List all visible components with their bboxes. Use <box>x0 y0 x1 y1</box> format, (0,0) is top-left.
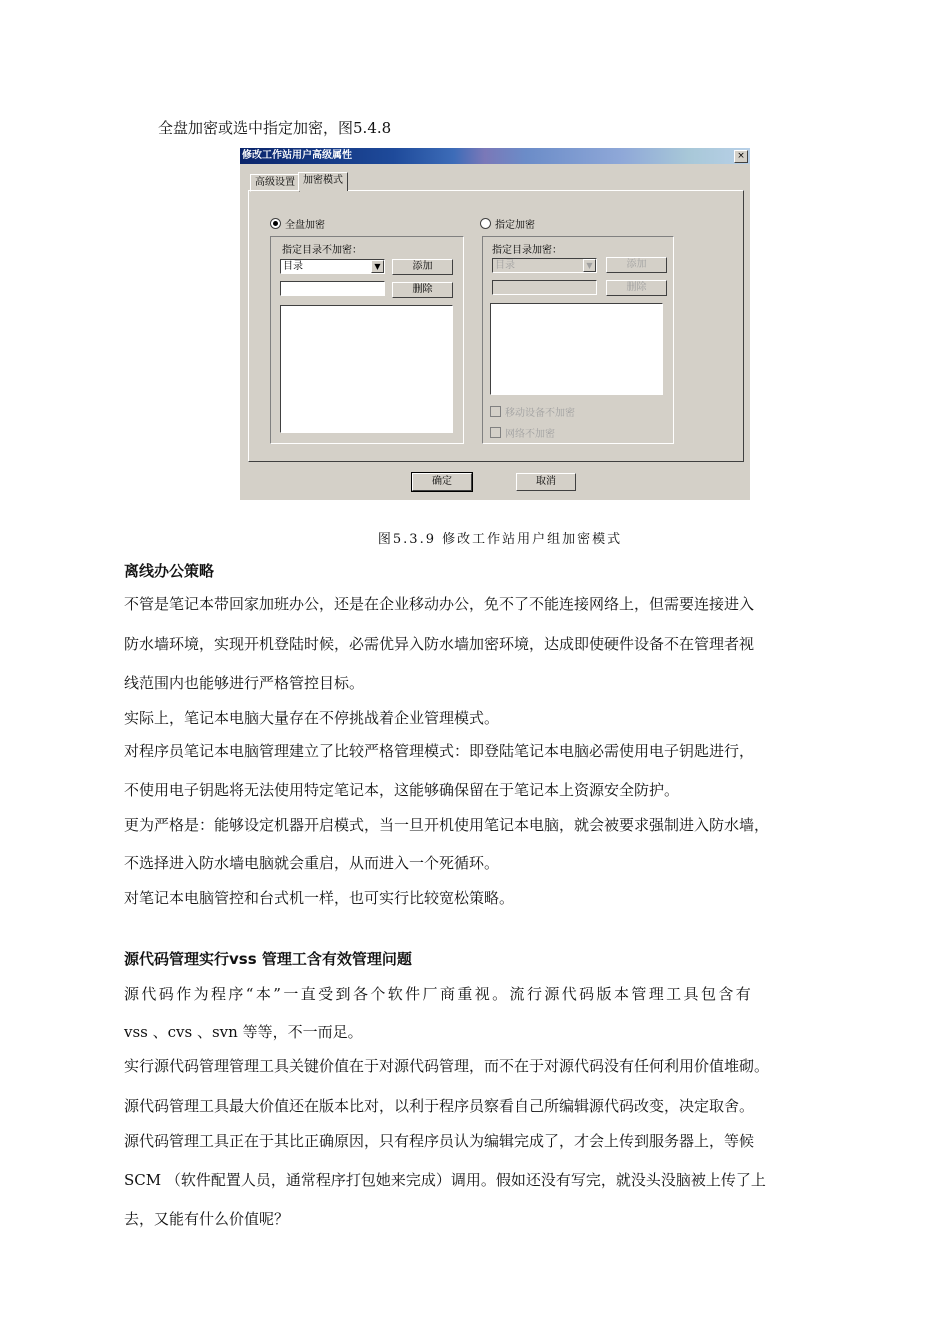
add-button[interactable]: 添加 <box>392 259 453 275</box>
dialog-title: 修改工作站用户高级属性 <box>242 150 352 161</box>
directory-combo-value: 目录 <box>283 261 303 272</box>
paragraph-line: 防水墙环境，实现开机登陆时候，必需优异入防水墙加密环境，达成即使硬件设备不在管理者视 <box>124 635 755 653</box>
section-heading-offline: 离线办公策略 <box>124 562 215 580</box>
figure-caption: 图5.3.9 修改工作站用户组加密模式 <box>377 532 623 547</box>
ok-button[interactable]: 确定 <box>412 473 472 491</box>
radio-unselected-icon <box>480 218 491 229</box>
chevron-down-icon[interactable]: ▼ <box>371 260 384 273</box>
radio-specified[interactable] <box>480 216 535 231</box>
paragraph-line: 去，又能有什么价值呢？ <box>124 1210 290 1228</box>
checkbox-network-label: 网络不加密 <box>505 429 555 440</box>
delete-button[interactable]: 删除 <box>392 282 453 298</box>
cancel-button[interactable]: 取消 <box>516 473 576 491</box>
paragraph-line: 源代码管理工具最大价值还在版本比对，以利于程序员察看自己所编辑源代码改变，决定取舍。 <box>124 1097 755 1115</box>
encrypt-combo-value: 目录 <box>495 260 515 271</box>
paragraph-line: 线范围内也能够进行严格管控目标。 <box>124 674 365 692</box>
paragraph-line: vss 、cvs 、svn 等等，不一而足。 <box>124 1023 363 1041</box>
dialog-titlebar <box>240 148 750 164</box>
dialog-screenshot <box>240 148 750 500</box>
directory-list[interactable] <box>280 305 453 433</box>
paragraph-line: 实行源代码管理管理工具关键价值在于对源代码管理，而不在于对源代码没有任何利用价值堆砌。 <box>124 1057 770 1075</box>
encrypt-directory-input[interactable] <box>492 280 597 295</box>
paragraph-line: 不选择进入防水墙电脑就会重启，从而进入一个死循环。 <box>124 854 500 872</box>
section-heading-vss: 源代码管理实行vss 管理工含有效管理问题 <box>124 950 412 968</box>
paragraph-line: 对笔记本电脑管控和台式机一样，也可实行比较宽松策略。 <box>124 889 515 907</box>
encrypt-directory-list[interactable] <box>490 303 663 395</box>
radio-selected-icon <box>270 218 281 229</box>
paragraph-line: 对程序员笔记本电脑管理建立了比较严格管理模式：即登陆笔记本电脑必需使用电子钥匙进行， <box>124 742 755 760</box>
paragraph-line: 实际上，笔记本电脑大量存在不停挑战着企业管理模式。 <box>124 709 500 727</box>
intro-line: 全盘加密或选中指定加密，图5.4.8 <box>158 119 392 137</box>
checkbox-mobile-label: 移动设备不加密 <box>505 408 575 419</box>
directory-input[interactable] <box>280 281 385 296</box>
paragraph-line: 更为严格是：能够设定机器开启模式，当一旦开机使用笔记本电脑，就会被要求强制进入防水墙， <box>124 816 770 834</box>
paragraph-line: 源代码管理工具正在于其比正确原因，只有程序员认为编辑完成了，才会上传到服务器上，等候 <box>124 1132 755 1150</box>
group-no-encrypt-label: 指定目录不加密： <box>282 245 362 256</box>
close-button[interactable]: × <box>734 150 748 163</box>
group-encrypt-label: 指定目录加密： <box>492 245 562 256</box>
paragraph-line: 不使用电子钥匙将无法使用特定笔记本，这能够确保留在于笔记本上资源安全防护。 <box>124 781 680 799</box>
checkbox-icon <box>490 427 501 438</box>
tab-advanced[interactable]: 高级设置 <box>250 174 300 192</box>
checkbox-network-no-encrypt[interactable] <box>490 425 555 440</box>
directory-combo[interactable] <box>280 259 385 274</box>
encrypt-directory-combo[interactable] <box>492 258 597 273</box>
paragraph-line: 不管是笔记本带回家加班办公，还是在企业移动办公，免不了不能连接网络上，但需要连接进入 <box>124 595 755 613</box>
checkbox-mobile-no-encrypt[interactable] <box>490 404 575 419</box>
radio-full-disk-label: 全盘加密 <box>285 220 325 231</box>
checkbox-icon <box>490 406 501 417</box>
radio-specified-label: 指定加密 <box>495 220 535 231</box>
chevron-down-icon[interactable]: ▼ <box>583 259 596 272</box>
tab-encryption-mode[interactable]: 加密模式 <box>298 172 348 191</box>
radio-full-disk[interactable] <box>270 216 325 231</box>
delete-button-disabled[interactable]: 删除 <box>606 280 667 296</box>
paragraph-line: SCM （软件配置人员，通常程序打包她来完成）调用。假如还没有写完，就没头没脑被上传了上 <box>124 1171 766 1189</box>
paragraph-line: 源代码作为程序“本”一直受到各个软件厂商重视。流行源代码版本管理工具包含有 <box>124 985 754 1003</box>
add-button-disabled[interactable]: 添加 <box>606 257 667 273</box>
